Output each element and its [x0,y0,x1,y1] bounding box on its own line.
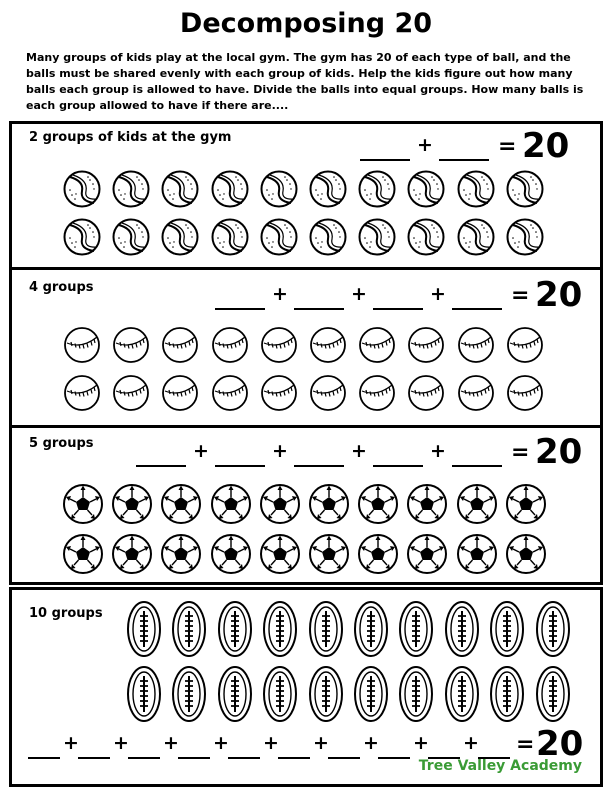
equation [136,432,583,472]
answer-blank[interactable] [328,757,360,759]
plus-sign: + [113,732,129,754]
baseball-icon [406,373,446,413]
baseball-icon [505,325,545,365]
football-icon [262,600,298,658]
equation [28,724,588,764]
football-icon [262,665,298,723]
tennis-ball-icon [210,217,250,257]
football-icon [398,665,434,723]
soccer-ball-icon [160,483,202,525]
answer-blank[interactable] [452,465,502,467]
football-icon [489,600,525,658]
answer-blank[interactable] [439,159,489,161]
tennis-ball-icon [111,169,151,209]
total: 20 [536,724,584,764]
baseball-icon [160,373,200,413]
answer-blank[interactable] [178,757,210,759]
equals-sign: = [498,134,517,159]
tennis-ball-icon [505,217,545,257]
answer-blank[interactable] [378,757,410,759]
section-5-groups [9,425,603,585]
football-icon [171,600,207,658]
baseball-icon [111,373,151,413]
tennis-ball-icon [259,217,299,257]
soccer-ball-icon [259,533,301,575]
soccer-ball-icon [357,483,399,525]
soccer-ball-icon [210,533,252,575]
answer-blank[interactable] [373,465,423,467]
answer-blank[interactable] [128,757,160,759]
football-icon [353,600,389,658]
soccer-ball-icon [62,483,104,525]
baseball-icon [62,373,102,413]
plus-sign: + [351,283,367,305]
football-icon [535,665,571,723]
answer-blank[interactable] [294,308,344,310]
football-icon [398,600,434,658]
soccer-ball-icon [456,533,498,575]
total: 20 [535,275,583,315]
soccer-ball-icon [308,483,350,525]
football-icon [353,665,389,723]
football-icon [217,600,253,658]
baseball-icon [160,325,200,365]
tennis-ball-icon [357,217,397,257]
equals-sign: = [511,440,530,465]
plus-sign: + [413,732,429,754]
tennis-ball-icon [505,169,545,209]
answer-blank[interactable] [28,757,60,759]
football-icon [126,665,162,723]
football-icon [126,600,162,658]
tennis-ball-icon [160,169,200,209]
football-icon [171,665,207,723]
section-10-groups [9,587,603,787]
tennis-ball-icon [259,169,299,209]
tennis-ball-icon [406,169,446,209]
soccer-ball-icon [505,483,547,525]
tennis-ball-icon [456,217,496,257]
plus-sign: + [272,440,288,462]
page-title: Decomposing 20 [179,8,433,39]
baseball-icon [308,373,348,413]
answer-blank[interactable] [452,308,502,310]
soccer-ball-icon [308,533,350,575]
tennis-ball-icon [160,217,200,257]
tennis-ball-icon [406,217,446,257]
football-icon [444,665,480,723]
plus-sign: + [193,440,209,462]
answer-blank[interactable] [228,757,260,759]
baseball-icon [357,373,397,413]
football-icon [444,600,480,658]
plus-sign: + [351,440,367,462]
tennis-ball-icon [62,169,102,209]
plus-sign: + [213,732,229,754]
instructions: Many groups of kids play at the local gym. The gym has 20 of each type of ball, and the balls must be shared evenly with each group of kids. Help the kids figure out how many balls each group is allowed to have. Divide the balls into equal groups. How many balls is each group allowed to have if there are.... [26,51,584,112]
plus-sign: + [272,283,288,305]
soccer-ball-icon [111,533,153,575]
tennis-ball-icon [210,169,250,209]
soccer-ball-icon [456,483,498,525]
equals-sign: = [511,283,530,308]
section-label: 4 groups [29,280,94,295]
section-2-groups [9,121,603,270]
total: 20 [522,126,570,166]
plus-sign: + [263,732,279,754]
plus-sign: + [63,732,79,754]
equation [360,126,580,166]
soccer-ball-icon [406,533,448,575]
answer-blank[interactable] [294,465,344,467]
plus-sign: + [430,440,446,462]
football-icon [535,600,571,658]
plus-sign: + [430,283,446,305]
tennis-ball-icon [111,217,151,257]
answer-blank[interactable] [215,465,265,467]
baseball-icon [308,325,348,365]
answer-blank[interactable] [373,308,423,310]
answer-blank[interactable] [215,308,265,310]
tennis-ball-icon [456,169,496,209]
football-icon [308,600,344,658]
plus-sign: + [313,732,329,754]
section-label: 2 groups of kids at the gym [29,130,232,145]
plus-sign: + [463,732,479,754]
tennis-ball-icon [62,217,102,257]
answer-blank[interactable] [278,757,310,759]
plus-sign: + [363,732,379,754]
soccer-ball-icon [111,483,153,525]
answer-blank[interactable] [78,757,110,759]
baseball-icon [505,373,545,413]
total: 20 [535,432,583,472]
baseball-icon [111,325,151,365]
tennis-ball-icon [308,169,348,209]
answer-blank[interactable] [360,159,410,161]
soccer-ball-icon [210,483,252,525]
plus-sign: + [163,732,179,754]
baseball-icon [210,325,250,365]
football-icon [217,665,253,723]
equation [215,275,583,315]
football-icon [308,665,344,723]
baseball-icon [357,325,397,365]
soccer-ball-icon [259,483,301,525]
baseball-icon [259,325,299,365]
equals-sign: = [516,732,535,757]
soccer-ball-icon [357,533,399,575]
soccer-ball-icon [62,533,104,575]
tennis-ball-icon [357,169,397,209]
tennis-ball-icon [308,217,348,257]
baseball-icon [259,373,299,413]
brand-name: Tree Valley Academy [418,758,582,774]
section-label: 5 groups [29,436,94,451]
baseball-icon [210,373,250,413]
soccer-ball-icon [160,533,202,575]
answer-blank[interactable] [136,465,186,467]
football-icon [489,665,525,723]
baseball-icon [62,325,102,365]
soccer-ball-icon [505,533,547,575]
plus-sign: + [417,134,433,156]
baseball-icon [456,325,496,365]
section-4-groups [9,267,603,428]
section-label: 10 groups [29,606,103,621]
soccer-ball-icon [406,483,448,525]
baseball-icon [456,373,496,413]
baseball-icon [406,325,446,365]
